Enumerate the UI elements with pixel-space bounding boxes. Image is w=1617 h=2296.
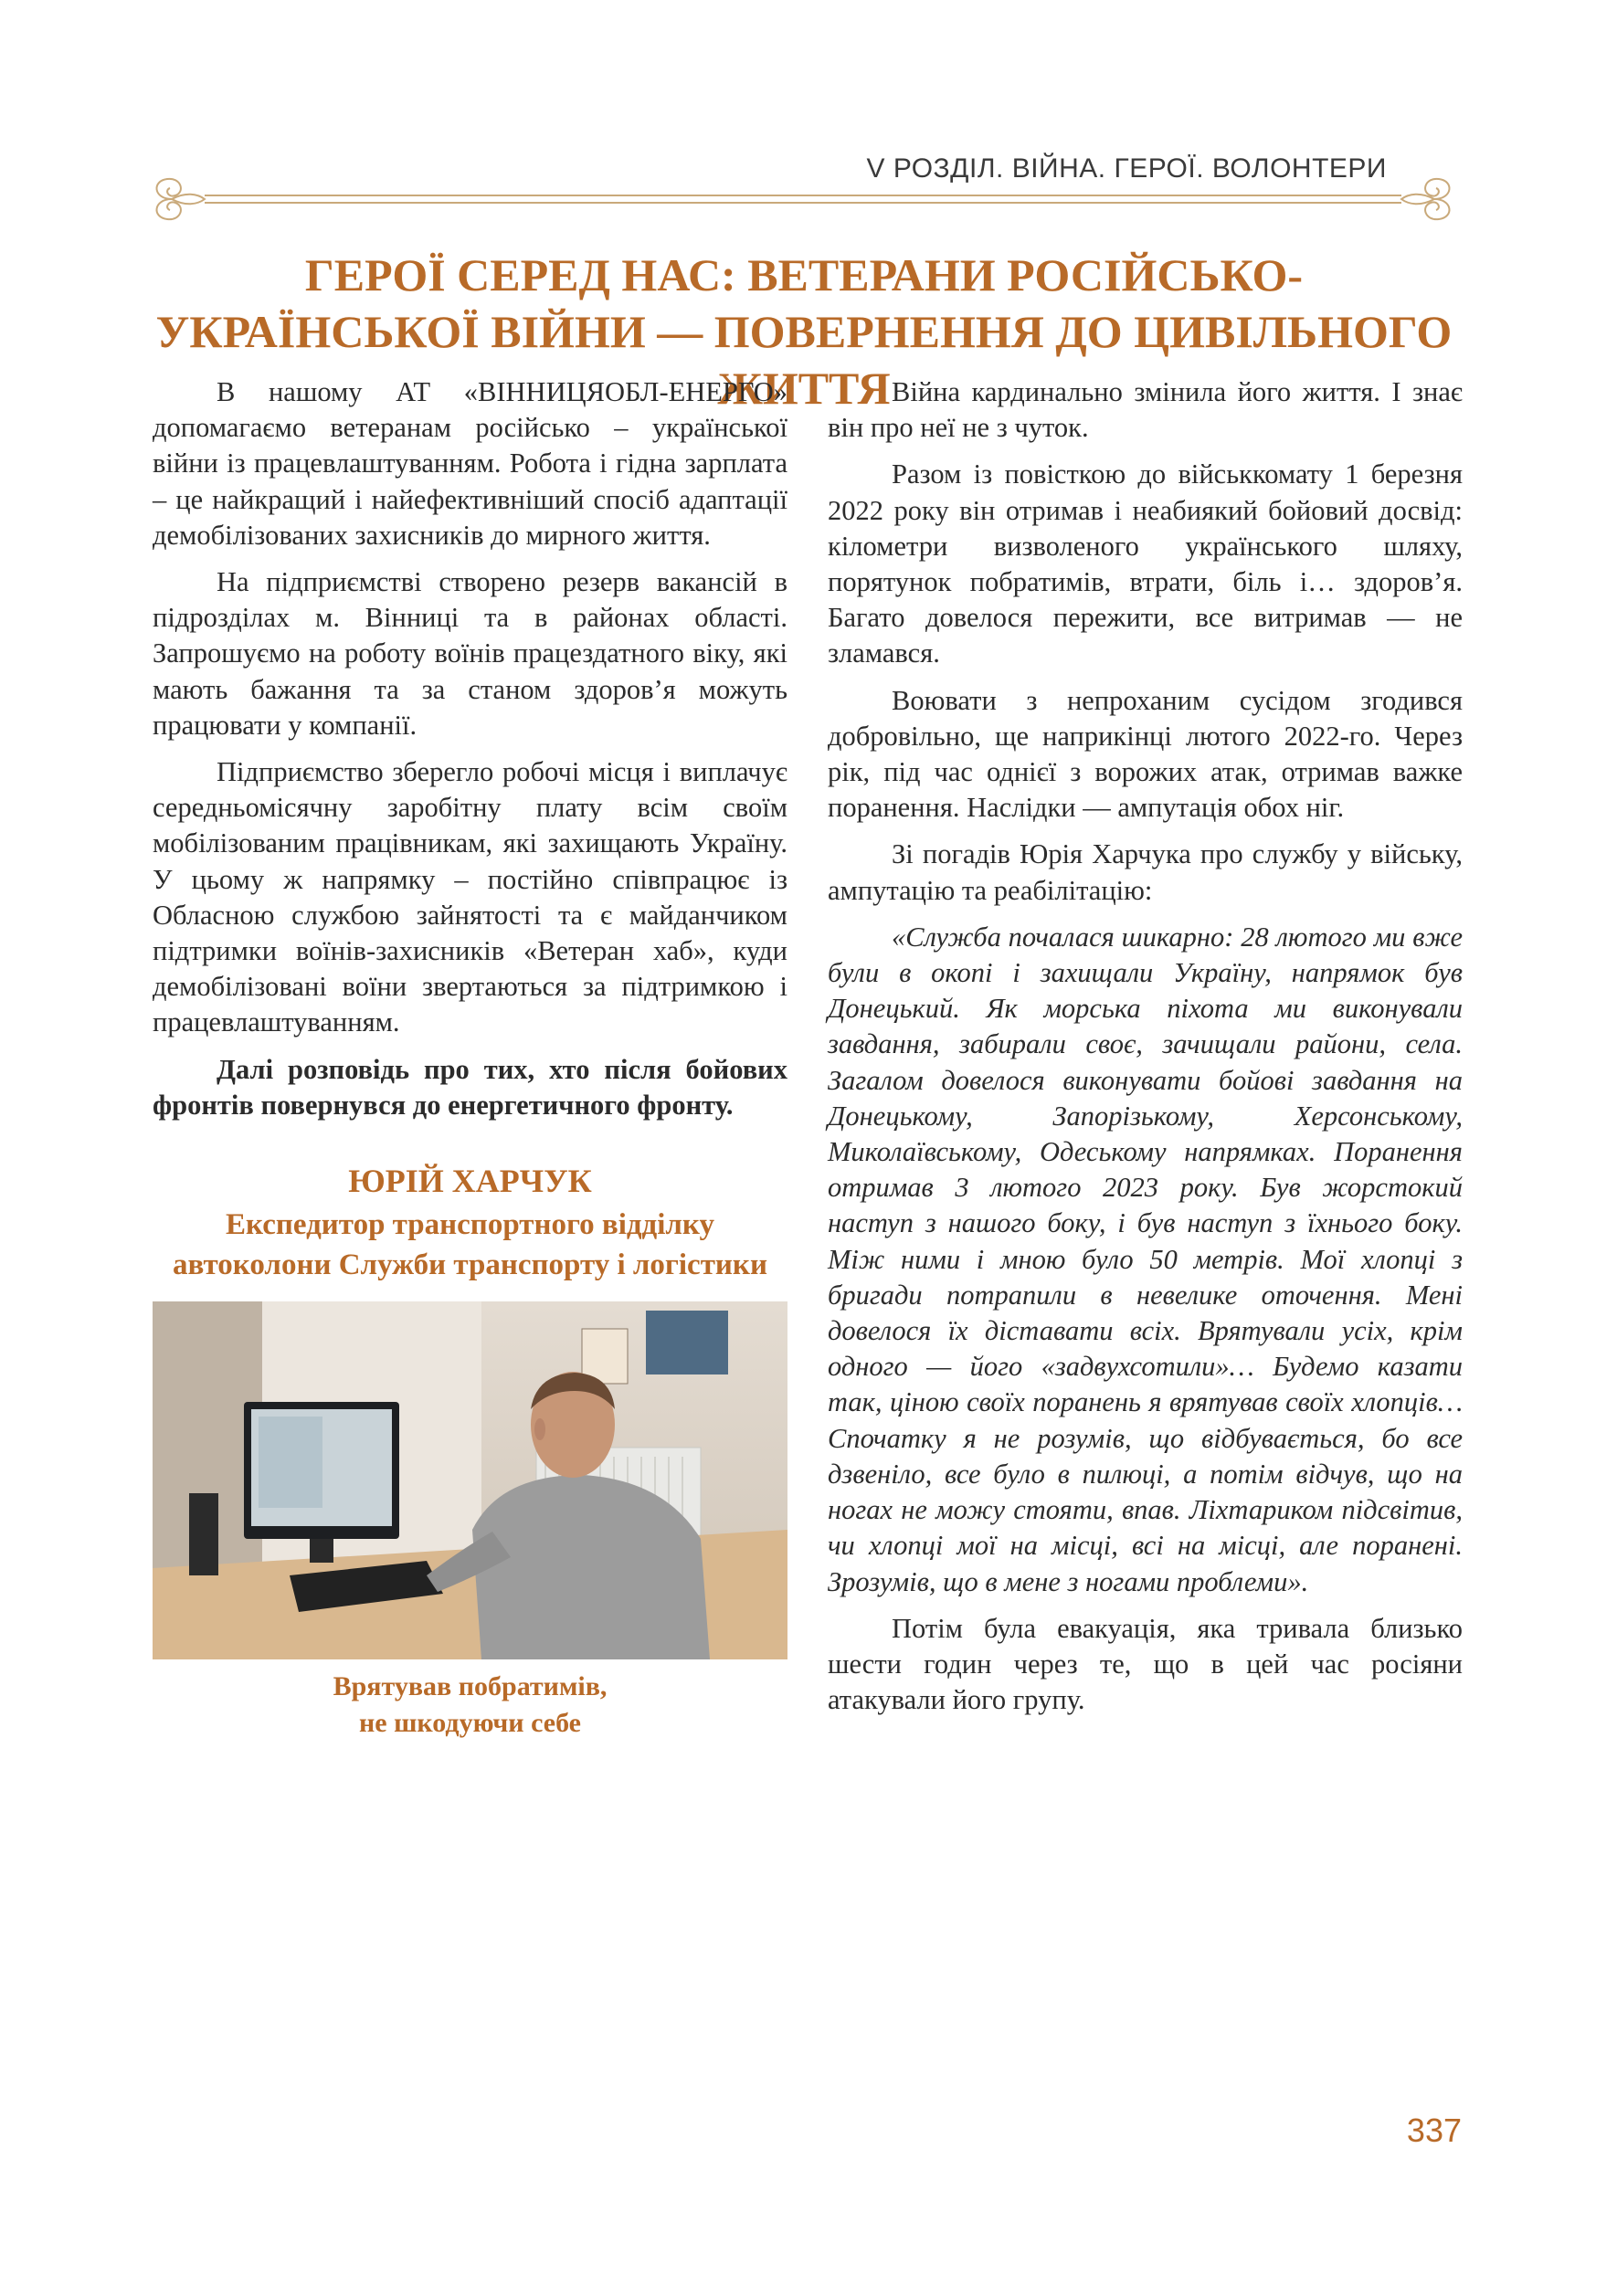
paragraph: Воювати з непроханим сусідом згодився добровільно, ще наприкінці лютого 2022-го. Через рік, під час однієї з ворожих атак, отримав важке поранення. Наслідки — ампутація обох ніг. bbox=[828, 684, 1463, 824]
section-running-header: V РОЗДІЛ. ВІЙНА. ГЕРОЇ. ВОЛОНТЕРИ bbox=[866, 153, 1387, 184]
photo-caption-line: Врятував побратимів, bbox=[333, 1671, 608, 1702]
paragraph: На підприємстві створено резерв вакансій в підрозділах м. Вінниці та в районах області. Запрошуємо на роботу воїнів працездатного віку, які мають бажання та за станом здоров’я можуть працювати у компанії. bbox=[153, 566, 787, 741]
paragraph: Війна кардинально змінила його життя. І знає він про неї не з чуток. bbox=[828, 376, 1463, 444]
person-role: Експедитор транспортного відділку автоколони Служби транспорту і логістики bbox=[173, 1208, 767, 1282]
paragraph: Підприємство зберегло робочі місця і виплачує середньомісячну заробітну плату всім своїм мобілізованим працівникам, які захищають Україну. У цьому ж напрямку – постійно співпрацює із Обласною службою зайнятості та є майданчиком підтримки воїнів-захисників «Ветеран хаб», куди демобілізовані воїни звертаються за підтримкою і працевлаштуванням. bbox=[153, 756, 787, 1038]
left-column bbox=[153, 374, 787, 1742]
article-title: ГЕРОЇ СЕРЕД НАС: ВЕТЕРАНИ РОСІЙСЬКО-УКРАЇНСЬКОЇ ВІЙНИ — ПОВЕРНЕННЯ ДО ЦИВІЛЬНОГО ЖИТТЯ bbox=[155, 249, 1453, 414]
interview-quote: «Служба почалася шикарно: 28 лютого ми вже були в окопі і захищали Україну, напрямок був Донецький. Як морська піхота ми виконували завдання, забирали своє, зачищали райони, села. Загалом довелося виконувати бойові завдання на Донецькому, Запорізькому, Херсонському, Миколаївському, Одеському напрямках. Поранення отримав 3 лютого 2023 року. Був жорстокий наступ з нашого боку, і був наступ з їхнього боку. Між ними і мною було 50 метрів. Мої хлопці з бригади потрапили в невелике оточення. Мені довелося їх діставати всіх. Врятували усіх, крім одного — його «задвухсотили»… Будемо казати так, ціною своїх поранень я врятував своїх хлопців…Спочатку я не розумів, що відбувається, бо все дзвеніло, все було в пилюці, а потім відчув, що на ногах не можу стояти, впав. Ліхтариком підсвітив, чи хлопці мої на місці, всі на місці, але поранені. Зрозумів, що в мене з ногами проблеми». bbox=[828, 921, 1463, 1597]
decorative-header-rule bbox=[144, 172, 1462, 226]
intro-bold-paragraph: Далі розповідь про тих, хто після бойових фронтів повернувся до енергетичного фронту. bbox=[153, 1053, 787, 1121]
photo-caption bbox=[153, 1669, 787, 1742]
paragraph: Разом із повісткою до військкомату 1 березня 2022 року він отримав і неабиякий бойовий досвід: кілометри визволеного українського шляху, порятунок побратимів, втрати, біль і… здоров’я. Багато довелося пережити, все витримав — не зламався. bbox=[828, 458, 1463, 669]
person-name: ЮРІЙ ХАРЧУК bbox=[348, 1163, 592, 1200]
page-number: 337 bbox=[1406, 2112, 1462, 2149]
paragraph: Зі погадів Юрія Харчука про службу у війську, ампутацію та реабілітацію: bbox=[828, 838, 1463, 906]
paragraph: В нашому АТ «ВІННИЦЯОБЛ-ЕНЕРГО» допомагаємо ветеранам російсько – української війни із працевлаштуванням. Робота і гідна зарплата – це найкращий і найефективніший спосіб адаптації демобілізованих захисників до мирного життя. bbox=[153, 376, 787, 551]
paragraph: Потім була евакуація, яка тривала близько шести годин через те, що в цей час росіяни атакували його групу. bbox=[828, 1612, 1463, 1716]
right-column bbox=[828, 374, 1463, 1729]
photo-man-at-computer bbox=[153, 1301, 787, 1659]
photo-caption-line: не шкодуючи себе bbox=[358, 1708, 582, 1739]
